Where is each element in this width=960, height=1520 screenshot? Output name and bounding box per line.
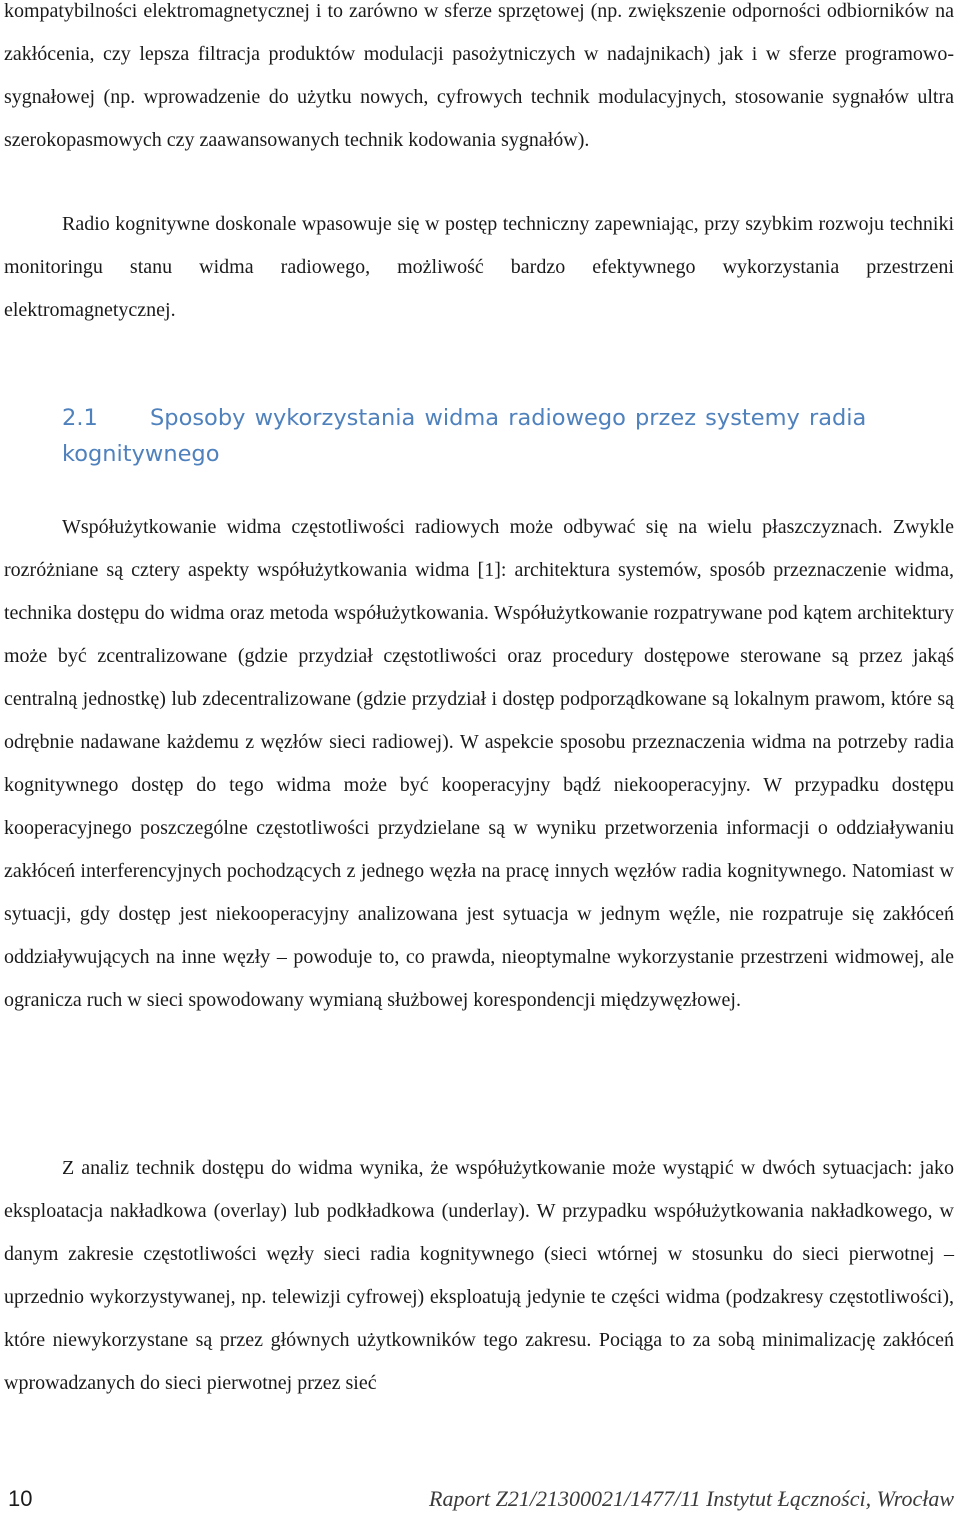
section-title: Sposoby wykorzystania widma radiowego przez systemy radia kognitywnego	[62, 405, 867, 467]
section-number: 2.1	[62, 405, 98, 431]
page-footer	[0, 1484, 960, 1520]
report-reference: Raport Z21/21300021/1477/11 Instytut Łączności, Wrocław	[429, 1486, 954, 1511]
paragraph-continuation: kompatybilności elektromagnetycznej i to zarówno w sferze sprzętowej (np. zwiększenie odporności odbiorników na zakłócenia, czy lepsza filtracja produktów modulacji pasożytniczych w nadajnikach) jak i w sferze programowo- sygnałowej (np. wprowadzenie do użytku nowych, cyfrowych technik modulacyjnych, stosowanie sygnałów ultra szerokopasmowych czy zaawansowanych technik kodowania sygnałów).	[4, 0, 954, 151]
paragraph-access-techniques: Z analiz technik dostępu do widma wynika, że współużytkowanie może wystąpić w dwóch sytuacjach: jako eksploatacja nakładkowa (overlay) lub podkładkowa (underlay). W przypadku współużytkowania nakładkowego, w danym zakresie częstotliwości węzły sieci radia kognitywnego (sieci wtórnej w stosunku do sieci pierwotnej – uprzednio wykorzystywanej, np. telewizji cyfrowej) eksploatują jedynie te części widma (podzakresy częstotliwości), które niewykorzystane są przez głównych użytkowników tego zakresu. Pociąga to za sobą minimalizację zakłóceń wprowadzanych do sieci pierwotnej przez sieć	[4, 1157, 954, 1394]
paragraph-cognitive-radio: Radio kognitywne doskonale wpasowuje się w postęp techniczny zapewniając, przy szybkim rozwoju techniki monitoringu stanu widma radiowego, możliwość bardzo efektywnego wykorzystania przestrzeni elektromagnetycznej.	[4, 213, 954, 321]
paragraph-spectrum-sharing: Współużytkowanie widma częstotliwości radiowych może odbywać się na wielu płaszczyznach. Zwykle rozróżniane są cztery aspekty współużytkowania widma [1]: architektura systemów, sposób przeznaczenie widma, technika dostępu do widma oraz metoda współużytkowania. Współużytkowanie rozpatrywane pod kątem architektury może być zcentralizowane (gdzie przydział częstotliwości oraz procedury dostępowe sterowane są przez jakąś centralną jednostkę) lub zdecentralizowane (gdzie przydział i dostęp podporządkowane są lokalnym prawom, które są odrębnie nadawane każdemu z węzłów sieci radiowej). W aspekcie sposobu przeznaczenia widma na potrzeby radia kognitywnego dostęp do tego widma może być kooperacyjny bądź niekooperacyjny. W przypadku dostępu kooperacyjnego poszczególne częstotliwości przydzielane są w wyniku przetworzenia informacji o oddziaływaniu zakłóceń interferencyjnych pochodzących z jednego węzła na pracę innych węzłów radia kognitywnego. Natomiast w sytuacji, gdy dostęp jest niekooperacyjny analizowana jest sytuacja w jednym węźle, nie rozpatruje się zakłóceń oddziaływujących na inne węzły – powoduje to, co prawda, nieoptymalne wykorzystanie przestrzeni widmowej, ale ogranicza ruch w sieci spowodowany wymianą służbowej korespondencji międzywęzłowej.	[4, 516, 954, 1011]
page-number: 10	[8, 1486, 33, 1511]
section-heading	[62, 400, 954, 472]
